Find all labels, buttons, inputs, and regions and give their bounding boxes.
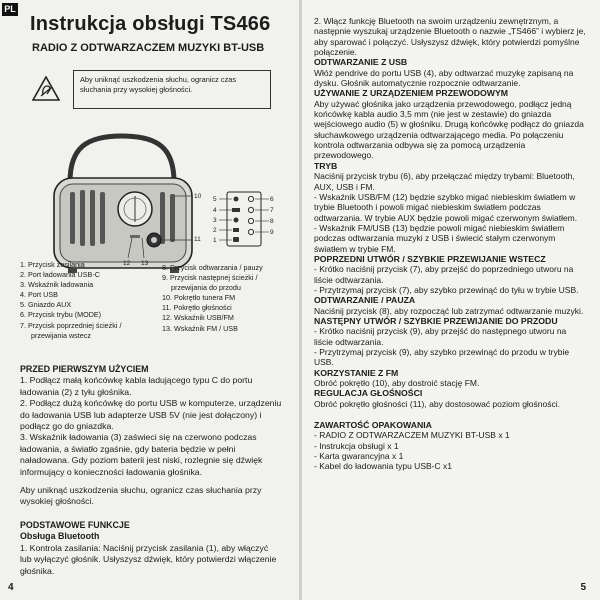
callout-12: 12: [123, 260, 131, 267]
section-heading: ODTWARZANIE Z USB: [314, 57, 408, 68]
list-item: 13. Wskaźnik FM / USB: [162, 323, 238, 333]
paragraph: Aby używać głośnika jako urządzenia przewodowego, podłącz jedną końcówkę kabla audio 3,5 mm (nie jest w zestawie) do gniazda wejściowego audio (5) w głośniku. Drugą końcówkę podłącz do gniazda słuchawkowego urządzenia odtwarzającego media. Po połączeniu kontrola odtwarzania odbywa się za pomocą urządzenia przewodowego.: [314, 98, 584, 161]
hearing-warning-icon: [32, 76, 60, 101]
product-subtitle: RADIO Z ODTWARZACZEM MUZYKI BT-USB: [32, 42, 265, 54]
parts-list-left: [20, 260, 121, 341]
paragraph: Naciśnij przycisk trybu (6), aby przełączać między trybami: Bluetooth, AUX, USB i FM.: [314, 171, 575, 192]
callout-6: 6: [270, 196, 274, 203]
callout-1: 1: [213, 237, 217, 244]
paragraph: 2. Podłącz dużą końcówkę do portu USB w komputerze, urządzeniu do ładowania USB lub adapterze USB 5V (nie jest dołączony) i podłącz go do gniazdka.: [20, 398, 282, 432]
list-item: 2. Port ładowania USB-C: [20, 270, 100, 280]
section-heading: UŻYWANIE Z URZĄDZENIEM PRZEWODOWYM: [314, 88, 509, 99]
list-item: 5. Gniazdo AUX: [20, 300, 72, 310]
warning-text: Aby uniknąć uszkodzenia słuchu, ogranicz czas słuchania przy wysokiej głośności.: [80, 75, 237, 94]
section-heading: REGULACJA GŁOŚNOŚCI: [314, 388, 423, 399]
section-heading: TRYB: [314, 160, 338, 171]
callout-11: 11: [194, 236, 201, 243]
callout-5: 5: [213, 196, 217, 203]
paragraph: Aby uniknąć uszkodzenia słuchu, ogranicz czas słuchania przy wysokiej głośności.: [20, 485, 262, 507]
list-item: 8. Przycisk odtwarzania / pauzy: [162, 263, 263, 272]
section-heading: ODTWARZANIE / PAUZA: [314, 295, 416, 306]
language-badge: PL: [2, 3, 18, 16]
list-item: 11. Pokrętło głośności: [162, 303, 232, 313]
list-item: 9. Przycisk następnej ścieżki /: [162, 273, 258, 283]
section-heading: POPRZEDNI UTWÓR / SZYBKIE PRZEWIJANIE WSTECZ: [314, 253, 546, 264]
callout-4: 4: [213, 207, 217, 214]
callout-10: 10: [194, 193, 202, 200]
list-item: 3. Wskaźnik ładowania: [20, 280, 94, 290]
list-item: 7. Przycisk poprzedniej ścieżki /: [20, 320, 122, 330]
list-item: - Kabel do ładowania typu USB-C x1: [314, 461, 452, 472]
section-heading: KORZYSTANIE Z FM: [314, 367, 399, 378]
paragraph: - Wskaźnik FM/USB (13) będzie powoli migać niebieskim światłem podczas odtwarzania muzyki z USB i świecić stałym czerwonym światłem w trybie FM.: [314, 222, 565, 254]
callout-8: 8: [270, 218, 274, 225]
paragraph: 2. Włącz funkcję Bluetooth na swoim urządzeniu zewnętrznym, a następnie wyszukaj urządzenie Bluetooth o nazwie „TS466” i wybierz je, aby sparować i połączyć. Usłyszysz dźwięk, który potwierdzi pomyślne połączenie.: [314, 16, 586, 58]
list-item: - RADIO Z ODTWARZACZEM MUZYKI BT-USB x 1: [314, 430, 510, 441]
paragraph: - Krótko naciśnij przycisk (7), aby przejść do poprzedniego utworu na liście odtwarzania.: [314, 264, 574, 285]
page-number: 5: [580, 582, 586, 593]
callout-7: 7: [270, 207, 274, 214]
section-heading: PRZED PIERWSZYM UŻYCIEM: [20, 364, 149, 374]
paragraph: Włóż pendrive do portu USB (4), aby odtwarzać muzykę zapisaną na dysku. Głośnik automatycznie rozpocznie odtwarzanie.: [314, 67, 574, 89]
subsection-heading: Obsługa Bluetooth: [20, 531, 100, 542]
list-item: przewijania do przodu: [171, 283, 241, 293]
paragraph: Obróć pokrętło (10), aby dostroić stację FM.: [314, 378, 480, 389]
paragraph: - Krótko naciśnij przycisk (9), aby przejść do następnego utworu na liście odtwarzania.: [314, 326, 567, 347]
paragraph: 1. Podłącz małą końcówkę kabla ładującego typu C do portu ładowania (2) z tyłu głośnika.: [20, 375, 253, 397]
right-page: [302, 0, 600, 600]
callout-13: 13: [141, 260, 149, 267]
section-heading: ZAWARTOŚĆ OPAKOWANIA: [314, 420, 432, 431]
paragraph: - Wskaźnik USB/FM (12) będzie szybko migać niebieskim światłem w trybie Bluetooth i powoli migać niebieskim światłem podczas odtwarzania. W trybie AUX będzie powoli migać czerwonym światłem.: [314, 191, 578, 223]
right-page-content: [314, 16, 586, 472]
list-item: - Karta gwarancyjna x 1: [314, 451, 404, 462]
list-item: 12. Wskaźnik USB/FM: [162, 313, 234, 323]
paragraph: 1. Kontrola zasilania: Naciśnij przycisk zasilania (1), aby włączyć lub wyłączyć głośnik. Usłyszysz dźwięk, który potwierdzi włączenie głośnika.: [20, 542, 277, 576]
callout-9: 9: [270, 229, 274, 236]
section-heading: PODSTAWOWE FUNKCJE: [20, 519, 130, 530]
paragraph: Naciśnij przycisk (8), aby rozpocząć lub zatrzymać odtwarzanie muzyki.: [314, 305, 584, 316]
list-item: 10. Pokrętło tunera FM: [162, 293, 236, 303]
paragraph: 3. Wskaźnik ładowania (3) zaświeci się na czerwono podczas ładowania, a światło zgaśnie, gdy bateria będzie w pełni naładowana. Gdy poziom baterii jest niski, rozlegnie się dźwięk informujący o konieczności ładowania głośnika.: [20, 432, 263, 477]
manual-title: Instrukcja obsługi TS466: [30, 13, 271, 35]
callout-2: 2: [213, 227, 217, 234]
callout-3: 3: [213, 217, 217, 224]
list-item: przewijania wstecz: [31, 330, 91, 340]
radio-illustration: [40, 130, 210, 280]
section-heading: NASTĘPNY UTWÓR / SZYBKIE PRZEWIJANIE DO PRZODU: [314, 315, 558, 326]
list-item: 6. Przycisk trybu (MODE): [20, 310, 102, 320]
paragraph: Obróć pokrętło głośności (11), aby dostosować poziom głośności.: [314, 398, 560, 409]
list-item: 4. Port USB: [20, 290, 58, 300]
list-item: - Instrukcja obsługi x 1: [314, 440, 399, 451]
first-use-section: [20, 364, 282, 577]
parts-list-right: [162, 263, 263, 334]
page-number: 4: [8, 582, 14, 593]
list-item: 1. Przycisk zasilania: [20, 260, 85, 269]
paragraph: - Przytrzymaj przycisk (9), aby szybko przewinąć do przodu w trybie USB.: [314, 347, 570, 368]
paragraph: - Przytrzymaj przycisk (7), aby szybko przewinąć do tyłu w trybie USB.: [314, 284, 579, 295]
